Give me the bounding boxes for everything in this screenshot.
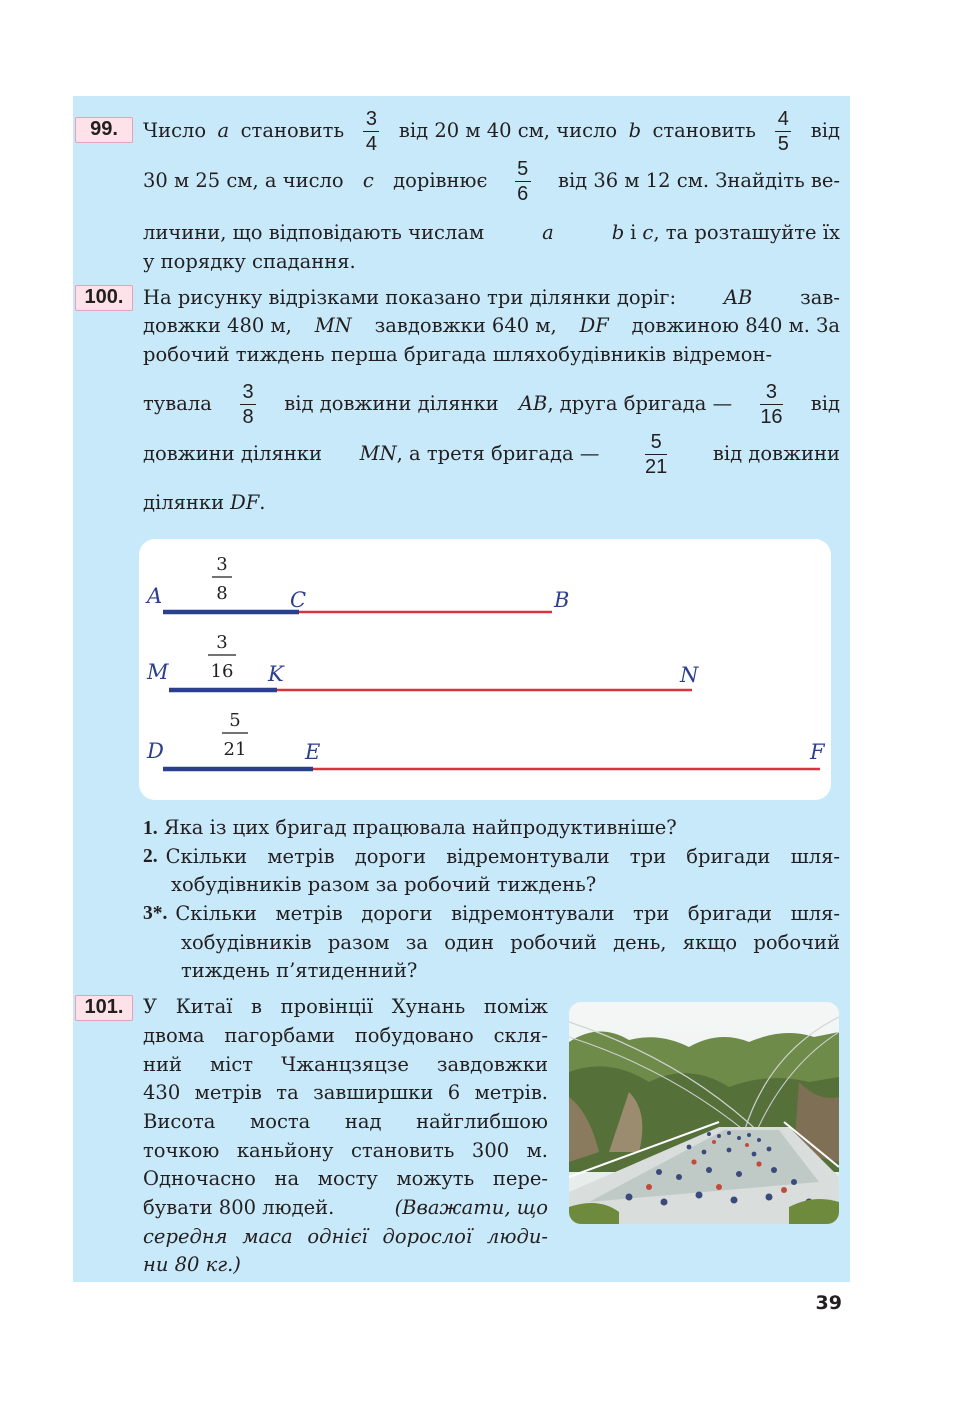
problem-number-101: 101.	[75, 995, 133, 1021]
point-label-b: B	[554, 588, 570, 612]
p101-line: точкою каньйону становить 300 м.	[143, 1139, 548, 1162]
text: від 36 м 12 см. Знайдіть ве-	[557, 169, 840, 192]
segments-diagram	[139, 539, 831, 800]
bridge-illustration	[569, 1002, 839, 1224]
question-2-cont: хобудівників разом за робочий тиждень?	[171, 873, 597, 896]
question-number: 3*.	[143, 903, 168, 924]
text: довжини ділянки	[143, 442, 322, 465]
text: від довжини ділянки	[284, 392, 499, 415]
p100-line-1	[143, 283, 840, 313]
point-label-k: K	[268, 662, 284, 686]
variable-b: b	[628, 119, 642, 142]
question-text: Яка із цих бригад працювала найпродуктивніше?	[163, 816, 677, 839]
fraction-3-4: $\frac{3}{4}$	[363, 107, 379, 156]
p100-line-4	[143, 380, 840, 428]
text: , та розташуйте їх	[653, 221, 840, 244]
point-label-d: D	[147, 739, 164, 763]
fraction-numerator: 3	[216, 554, 228, 575]
fraction-4-5: $\frac{4}{5}$	[775, 107, 791, 156]
text: .	[259, 491, 266, 514]
p100-line-3: робочий тиждень перша бригада шляхобудівників відремон-	[143, 343, 773, 366]
text: дорівнює	[393, 169, 488, 192]
segment-name: AB	[518, 392, 548, 415]
segment-name: MN	[359, 442, 397, 465]
text: від	[810, 119, 840, 142]
question-1	[143, 814, 677, 843]
p99-line-1	[143, 107, 840, 155]
text: , а третя бригада —	[396, 442, 600, 465]
question-text: Скільки метрів дороги відремонтували три бригади шля-	[175, 902, 840, 925]
question-number: 2.	[143, 846, 158, 867]
p99-line-2	[143, 157, 840, 205]
fraction-3-16: $\frac{3}{16}$	[760, 380, 783, 428]
text: завдовжки 640 м,	[374, 314, 557, 337]
p100-line-2	[143, 311, 840, 341]
variable-b: b	[611, 221, 625, 244]
point-label-e: E	[305, 740, 321, 764]
variable-c: c	[362, 169, 374, 192]
p101-line: Одночасно на мосту можуть пере-	[143, 1167, 548, 1190]
problem-number-99: 99.	[75, 117, 133, 143]
segment-name: DF	[230, 491, 260, 514]
fraction-denominator: 8	[216, 583, 228, 604]
text: довжиною 840 м. За	[631, 314, 840, 337]
variable-c: c	[642, 221, 654, 244]
p101-line: У Китаї в провінції Хунань поміж	[143, 995, 548, 1018]
problem-number-100: 100.	[75, 285, 133, 311]
question-number: 1.	[143, 818, 158, 839]
text: довжки 480 м,	[143, 314, 292, 337]
p99-line-3	[143, 218, 840, 248]
point-label-a: A	[147, 584, 163, 608]
p101-line: ний міст Чжанцзяцзе завдовжки	[143, 1053, 548, 1076]
text: становить	[240, 119, 345, 142]
p101-italic-line: ни 80 кг.)	[143, 1253, 241, 1276]
question-2	[143, 843, 840, 871]
segment-name: MN	[314, 314, 352, 337]
question-3-cont: тиждень п’ятиденний?	[181, 959, 418, 982]
text: і	[630, 221, 637, 244]
question-text: Скільки метрів дороги відремонтували три бригади шля-	[165, 845, 840, 868]
point-label-c: C	[290, 588, 307, 612]
text: від довжини	[712, 442, 840, 465]
text: , друга бригада —	[547, 392, 733, 415]
text: становить	[652, 119, 756, 142]
variable-a: a	[217, 119, 230, 142]
point-label-n: N	[680, 663, 699, 687]
p101-line: Висота моста над найглибшою	[143, 1110, 548, 1133]
text: Число	[143, 119, 207, 142]
fraction-3-8: $\frac{3}{8}$	[240, 380, 256, 429]
text: ділянки	[143, 491, 225, 514]
p101-line: 430 метрів та завширшки 6 метрів.	[143, 1081, 548, 1104]
p100-line-6	[143, 488, 840, 518]
page-number: 39	[815, 1292, 842, 1314]
fraction-numerator: 3	[216, 632, 228, 653]
point-label-f: F	[810, 740, 825, 764]
italic-text: (Вважати, що	[394, 1196, 548, 1219]
p101-italic-line: середня маса однієї дорослої люди-	[143, 1225, 548, 1248]
point-label-m: M	[147, 660, 169, 684]
text: зав-	[800, 286, 840, 309]
question-3	[143, 900, 840, 928]
p99-line-4: у порядку спадання.	[143, 250, 356, 273]
fraction-5-21: $\frac{5}{21}$	[645, 430, 668, 478]
text: личини, що відповідають числам	[143, 221, 485, 244]
text: від 20 м 40 см, число	[398, 119, 618, 142]
variable-a: a	[542, 221, 554, 244]
fraction-denominator: 21	[223, 739, 247, 760]
text: тувала	[143, 392, 212, 415]
question-3-cont: хобудівників разом за один робочий день, якщо робочий	[181, 931, 840, 954]
segment-name: AB	[723, 286, 753, 309]
p101-line	[143, 1193, 548, 1223]
text: від	[810, 392, 840, 415]
text: бувати 800 людей.	[143, 1196, 335, 1219]
p100-line-5	[143, 430, 840, 478]
glass-bridge-photo	[569, 1002, 839, 1224]
segment-name: DF	[579, 314, 609, 337]
text: 30 м 25 см, а число	[143, 169, 344, 192]
segments-figure	[139, 539, 831, 800]
fraction-numerator: 5	[229, 710, 241, 731]
fraction-denominator: 16	[210, 661, 234, 682]
p101-line: двома пагорбами побудовано скля-	[143, 1024, 548, 1047]
text: На рисунку відрізками показано три ділянки доріг:	[143, 286, 677, 309]
fraction-5-6: $\frac{5}{6}$	[515, 157, 531, 206]
